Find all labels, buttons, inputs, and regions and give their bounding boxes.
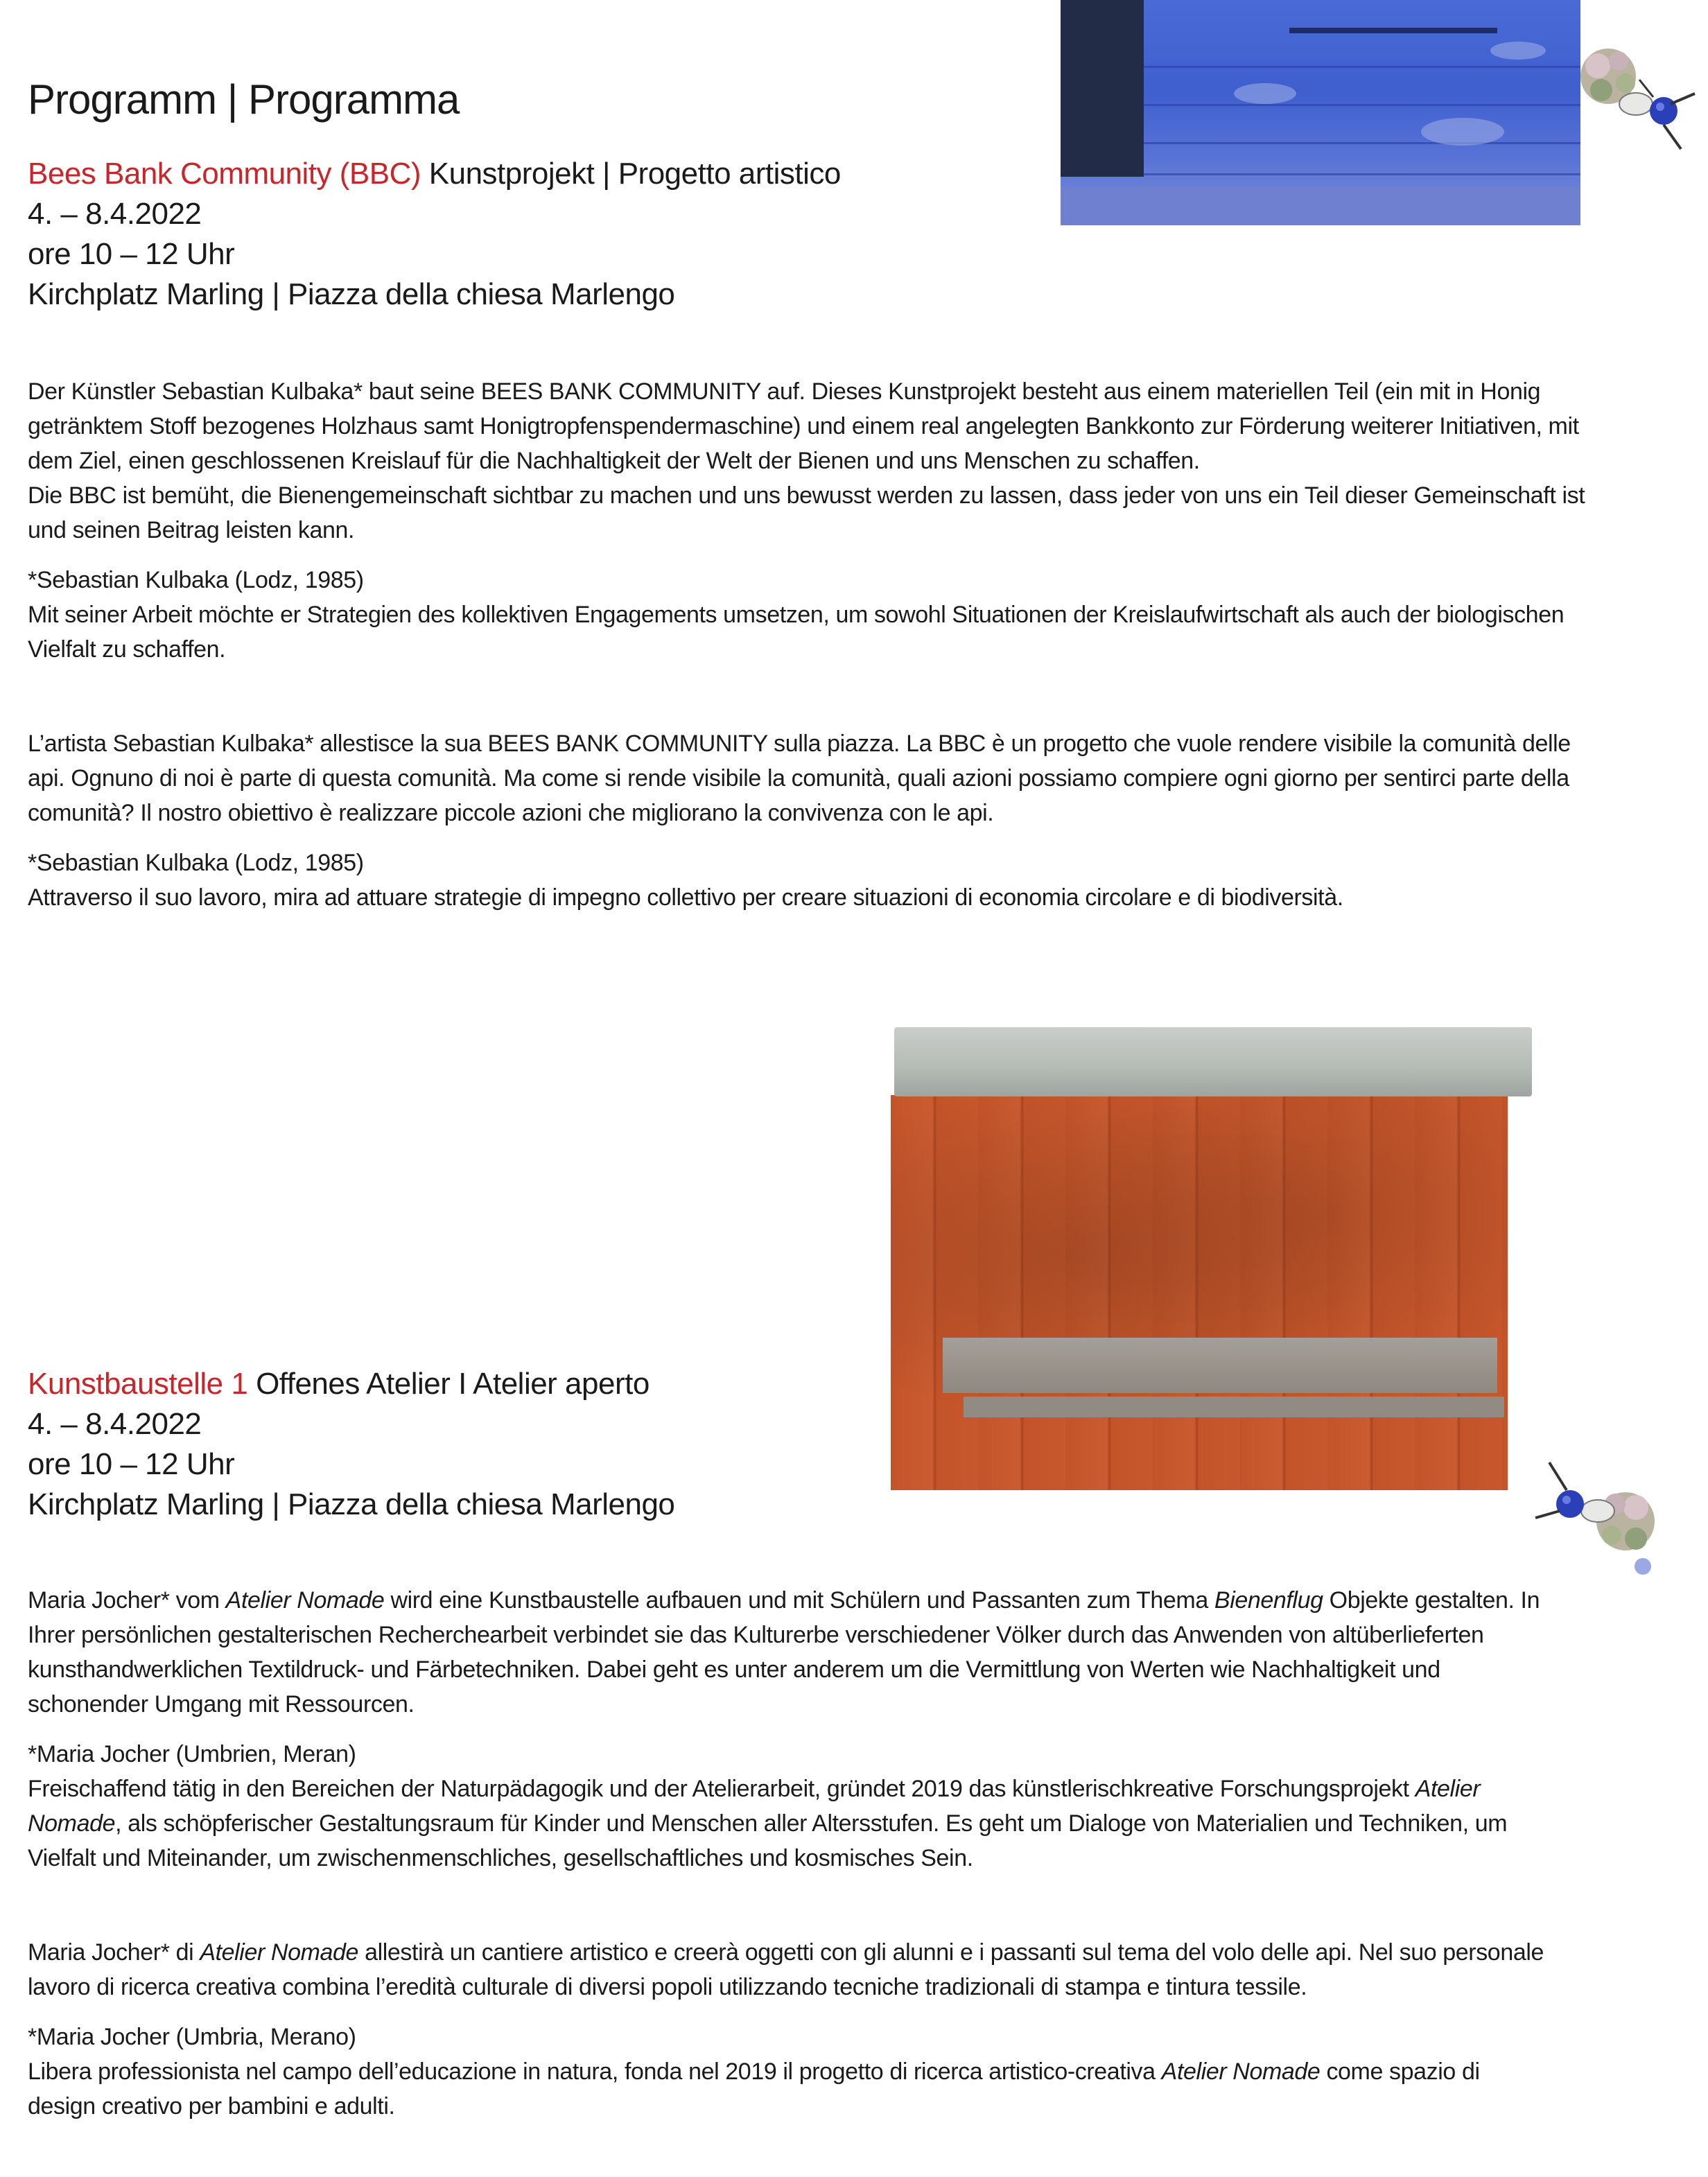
kb-it-paragraph-1: Maria Jocher* di Atelier Nomade allestirà un cantiere artistico e creerà oggetti con gli alunni e i passanti sul tema del volo delle api. Nel suo personale lavoro di ricerca creativa combina l’eredità culturale di diversi popoli utilizzando tecniche tradizionali di stampa e tintura tessile. xyxy=(28,1939,1544,2000)
bee-flower-icon xyxy=(1532,1455,1671,1594)
kb-body xyxy=(28,1583,1553,2124)
bbc-body xyxy=(28,374,1601,915)
bbc-date: 4. – 8.4.2022 xyxy=(28,197,202,231)
bbc-it-bio-name: *Sebastian Kulbaka (Lodz, 1985) xyxy=(28,850,364,876)
kb-title-red: Kunstbaustelle 1 xyxy=(28,1367,248,1401)
bbc-de-paragraph-2: Die BBC ist bemüht, die Bienengemeinschaft sichtbar zu machen und uns bewusst werden zu lassen, dass jeder von uns ein Teil dieser Gemeinschaft ist und seinen Beitrag leisten kann. xyxy=(28,482,1585,543)
kb-de-bio: Freischaffend tätig in den Bereichen der Naturpädagogik und der Atelierarbeit, gründet 2019 das künstlerischkreative Forschungsprojekt Atelier Nomade, als schöpferischer Gestaltungsraum für Kinder und Menschen aller Altersstufen. Es geht um Dialoge von Materialien und Techniken, um Vielfalt und Miteinander, um zwischenmenschliches, gesellschaftliches und kosmisches Sein. xyxy=(28,1776,1508,1871)
kb-date: 4. – 8.4.2022 xyxy=(28,1407,202,1441)
kb-place: Kirchplatz Marling | Piazza della chiesa Marlengo xyxy=(28,1487,675,1521)
bbc-de-bio-name: *Sebastian Kulbaka (Lodz, 1985) xyxy=(28,567,364,593)
kb-de-paragraph-1: Maria Jocher* vom Atelier Nomade wird eine Kunstbaustelle aufbauen und mit Schülern und Passanten zum Thema Bienenflug Objekte gestalten. In Ihrer persönlichen gestalterischen Recherchearbeit verbindet sie das Kulturerbe verschiedener Völker durch das Anwenden von altüberlieferten kunsthandwerklichen Textildruck- und Färbetechniken. Dabei geht es unter anderem um die Vermittlung von Werten wie Nachhaltigkeit und schonender Umgang mit Ressourcen. xyxy=(28,1587,1540,1717)
bee-flower-icon xyxy=(1560,28,1698,166)
kb-de-bio-name: *Maria Jocher (Umbrien, Meran) xyxy=(28,1741,356,1767)
kb-time: ore 10 – 12 Uhr xyxy=(28,1447,235,1481)
bbc-title-red: Bees Bank Community (BBC) xyxy=(28,157,421,191)
bbc-it-paragraph-1: L’artista Sebastian Kulbaka* allestisce la sua BEES BANK COMMUNITY sulla piazza. La BBC è un progetto che vuole rendere visibile la comunità delle api. Ognuno di noi è parte di questa comunità. Ma come si rende visibile la comunità, quali azioni possiamo compiere ogni giorno per sentirci parte della comunità? Il nostro obiettivo è realizzare piccole azioni che migliorano la convivenza con le api. xyxy=(28,731,1571,826)
bbc-de-bio: Mit seiner Arbeit möchte er Strategien des kollektiven Engagements umsetzen, um sowohl Situationen der Kreislaufwirtschaft als auch der biologischen Vielfalt zu schaffen. xyxy=(28,602,1565,663)
kb-heading-block xyxy=(28,1364,873,1525)
bbc-de-paragraph-1: Der Künstler Sebastian Kulbaka* baut seine BEES BANK COMMUNITY auf. Dieses Kunstprojekt besteht aus einem materiellen Teil (ein mit in Honig getränktem Stoff bezogenes Holzhaus samt Honigtropfenspendermaschine) und einem real angelegten Bankkonto zur Förderung weiterer Initiativen, mit dem Ziel, einen geschlossenen Kreislauf für die Nachhaltigkeit der Welt der Bienen und uns Menschen zu schaffen. xyxy=(28,378,1579,474)
kb-it-bio-name: *Maria Jocher (Umbria, Merano) xyxy=(28,2024,356,2050)
bbc-time: ore 10 – 12 Uhr xyxy=(28,237,235,271)
kb-title-rest: Offenes Atelier I Atelier aperto xyxy=(247,1367,650,1401)
blue-beehive-image xyxy=(1061,0,1580,225)
bbc-place: Kirchplatz Marling | Piazza della chiesa Marlengo xyxy=(28,277,675,311)
bbc-heading-block xyxy=(28,154,1026,315)
page-title: Programm | Programma xyxy=(28,76,460,123)
kb-title xyxy=(28,1364,873,1404)
kb-it-bio: Libera professionista nel campo dell’educazione in natura, fonda nel 2019 il progetto di ricerca artistico-creativa Atelier Nomade come spazio di design creativo per bambini e adulti. xyxy=(28,2058,1480,2119)
bbc-title xyxy=(28,154,1026,194)
bbc-it-bio: Attraverso il suo lavoro, mira ad attuare strategie di impegno collettivo per creare situazioni di economia circolare e di biodiversità. xyxy=(28,884,1343,911)
bbc-title-rest: Kunstprojekt | Progetto artistico xyxy=(421,157,841,191)
orange-beehive-image xyxy=(887,1012,1539,1490)
